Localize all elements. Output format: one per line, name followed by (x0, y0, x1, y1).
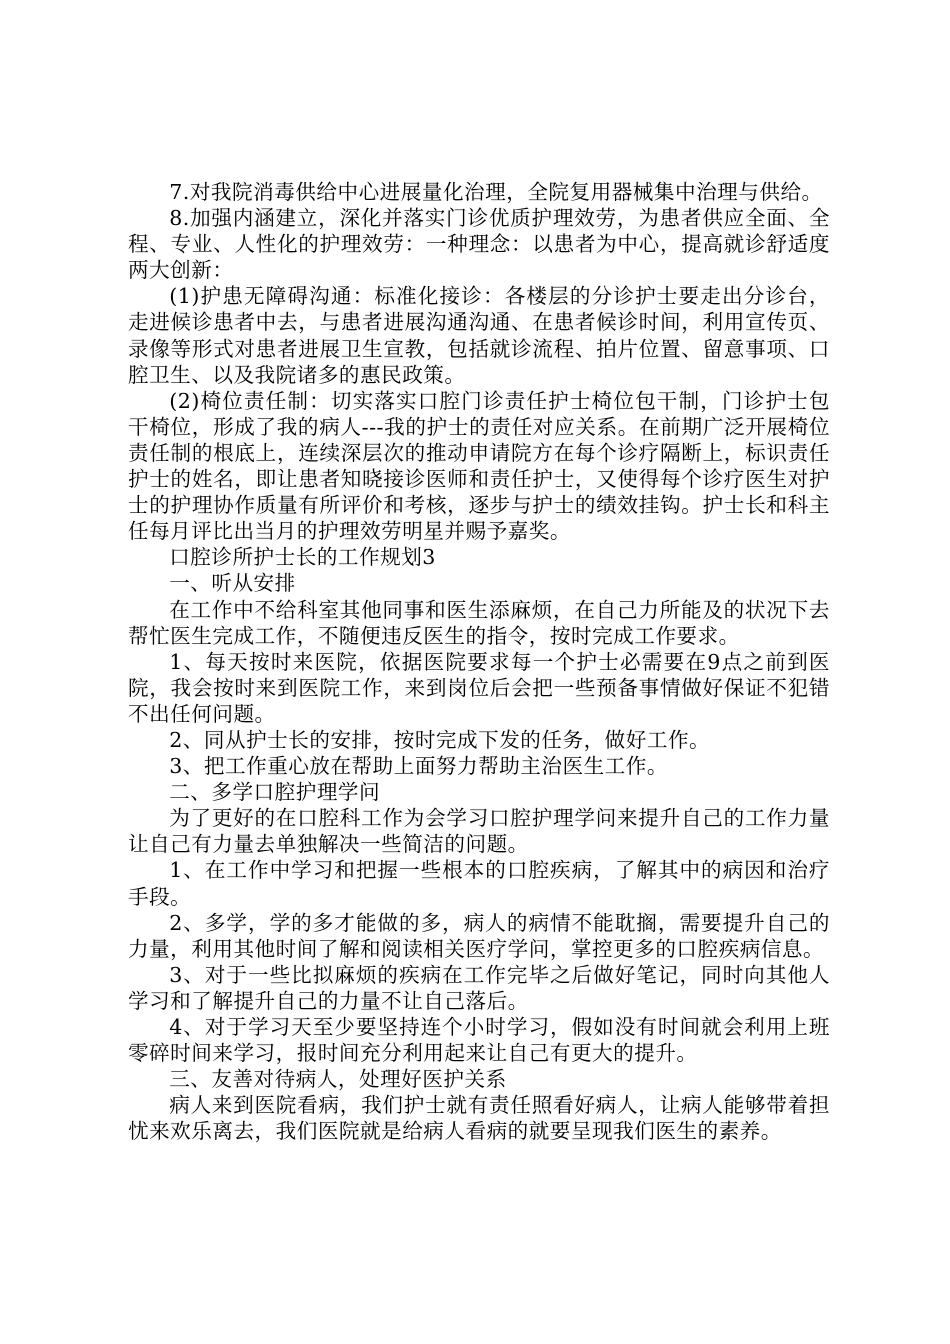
heading-treat-patients-kindly: 三、友善对待病人，处理好医护关系 (169, 1067, 507, 1092)
paragraph-barrier-free-communication: (1)护患无障碍沟通：标准化接诊：各楼层的分诊护士要走出分诊台，走进候诊患者中去，与患者进展沟通沟通、在患者候诊时间，利用宣传页、录像等形式对患者进展卫生宣教，包括就诊流程、拍片位置、留意事项、口腔卫生、以及我院诸多的惠民政策。 (128, 284, 830, 387)
list-item-learn-more: 2、多学，学的多才能做的多，病人的病情不能耽搁，需要提升自己的力量，利用其他时间了解和阅读相关医疗学问，掌控更多的口腔疾病信息。 (128, 910, 830, 961)
document-body (128, 179, 830, 1144)
list-item-assist-doctor: 3、把工作重心放在帮助上面努力帮助主治医生工作。 (169, 754, 668, 779)
list-item-head-nurse-arrangement: 2、同从护士长的安排，按时完成下发的任务，做好工作。 (169, 727, 711, 752)
list-item-take-notes: 3、对于一些比拟麻烦的疾病在工作完毕之后做好笔记，同时向其他人学习和了解提升自己的力量不让自己落后。 (128, 962, 830, 1013)
heading-follow-arrangements: 一、听从安排 (169, 571, 296, 596)
section-title-plan-3: 口腔诊所护士长的工作规划3 (169, 545, 436, 570)
paragraph-learn-intro: 为了更好的在口腔科工作为会学习口腔护理学问来提升自己的工作力量让自己有力量去单独解决一些简洁的问题。 (128, 806, 830, 857)
list-item-daily-study: 4、对于学习天至少要坚持连个小时学习，假如没有时间就会利用上班零碎时间来学习，报时间充分利用起来让自己有更大的提升。 (128, 1015, 830, 1066)
paragraph-care-for-patients: 病人来到医院看病，我们护士就有责任照看好病人，让病人能够带着担忧来欢乐离去，我们医院就是给病人看病的就要呈现我们医生的素养。 (128, 1093, 830, 1144)
paragraph-follow-intro: 在工作中不给科室其他同事和医生添麻烦，在自己力所能及的状况下去帮忙医生完成工作，不随便违反医生的指令，按时完成工作要求。 (128, 597, 830, 648)
list-item-arrive-on-time: 1、每天按时来医院，依据医院要求每一个护士必需要在9点之前到医院，我会按时来到医院工作，来到岗位后会把一些预备事情做好保证不犯错不出任何问题。 (128, 649, 830, 726)
paragraph-item-7: 7.对我院消毒供给中心进展量化治理，全院复用器械集中治理与供给。 (169, 180, 823, 204)
list-item-learn-diseases: 1、在工作中学习和把握一些根本的口腔疾病，了解其中的病因和治疗手段。 (128, 858, 830, 909)
paragraph-chair-responsibility: (2)椅位责任制：切实落实口腔门诊责任护士椅位包干制，门诊护士包干椅位，形成了我的病人---我的护士的责任对应关系。在前期广泛开展椅位责任制的根底上，连续深层次的推动申请院方在每个诊疗隔断上，标识责任护士的姓名，即让患者知晓接诊医师和责任护士，又使得每个诊疗医生对护士的护理协作质量有所评价和考核，逐步与护士的绩效挂钩。护士长和科主任每月评比出当月的护理效劳明星并赐予嘉奖。 (128, 388, 830, 544)
paragraph-item-8: 8.加强内涵建立，深化并落实门诊优质护理效劳，为患者供应全面、全程、专业、人性化的护理效劳：一种理念：以患者为中心，提高就诊舒适度两大创新： (128, 206, 830, 283)
heading-learn-oral-nursing: 二、多学口腔护理学问 (169, 780, 381, 805)
